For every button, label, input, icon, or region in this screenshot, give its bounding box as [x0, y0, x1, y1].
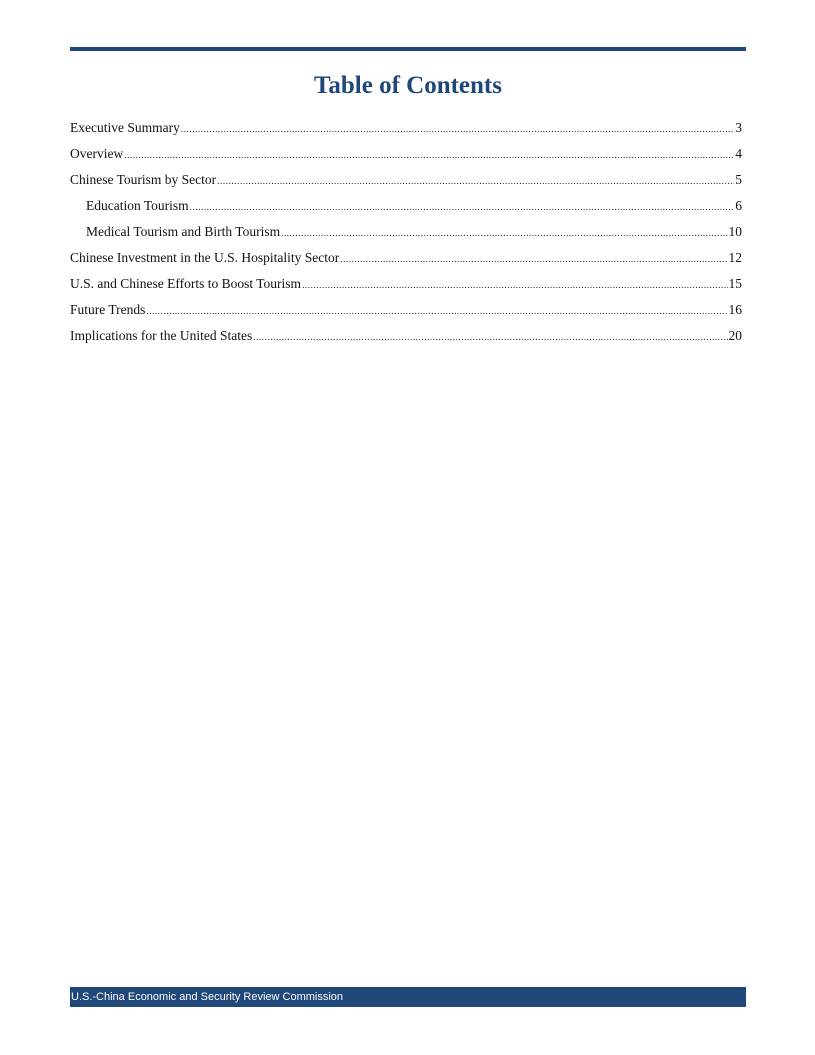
toc-list — [70, 118, 742, 352]
toc-entry-page: 4 — [735, 146, 742, 161]
toc-entry-page: 10 — [728, 224, 742, 239]
toc-entry-future-trends[interactable] — [70, 300, 742, 326]
toc-entry-label: Chinese Tourism by Sector — [70, 172, 217, 187]
toc-entry-implications[interactable] — [70, 326, 742, 352]
toc-dot-leader — [340, 249, 727, 269]
toc-entry-label: Implications for the United States — [70, 328, 253, 343]
toc-dot-leader — [146, 301, 727, 321]
toc-dot-leader — [281, 223, 727, 243]
toc-entry-label: Future Trends — [70, 302, 146, 317]
toc-entry-label: Medical Tourism and Birth Tourism — [86, 224, 281, 239]
toc-entry-page: 3 — [735, 120, 742, 135]
toc-entry-page: 15 — [728, 276, 742, 291]
toc-entry-education-tourism[interactable] — [70, 196, 742, 222]
toc-dot-leader — [190, 197, 735, 217]
toc-entry-label: Education Tourism — [86, 198, 189, 213]
toc-entry-chinese-tourism-by-sector[interactable] — [70, 170, 742, 196]
toc-entry-efforts-to-boost-tourism[interactable] — [70, 274, 742, 300]
header-rule — [70, 47, 746, 51]
toc-entry-overview[interactable] — [70, 144, 742, 170]
toc-entry-page: 6 — [735, 198, 742, 213]
toc-entry-label: Chinese Investment in the U.S. Hospitality Sector — [70, 250, 340, 265]
toc-entry-executive-summary[interactable] — [70, 118, 742, 144]
page-title: Table of Contents — [314, 72, 502, 99]
toc-entry-label: Executive Summary — [70, 120, 180, 135]
toc-entry-page: 16 — [728, 302, 742, 317]
toc-entry-label: U.S. and Chinese Efforts to Boost Tourism — [70, 276, 302, 291]
toc-entry-medical-and-birth-tourism[interactable] — [70, 222, 742, 248]
footer-text: U.S.-China Economic and Security Review Commission — [71, 991, 344, 1003]
toc-entry-page: 5 — [735, 172, 742, 187]
footer-bar — [70, 987, 746, 1007]
toc-dot-leader — [124, 145, 734, 165]
toc-dot-leader — [181, 119, 734, 139]
toc-dot-leader — [217, 171, 734, 191]
toc-entry-page: 20 — [728, 328, 742, 343]
toc-entry-chinese-investment-hospitality[interactable] — [70, 248, 742, 274]
toc-dot-leader — [253, 327, 727, 347]
toc-entry-label: Overview — [70, 146, 124, 161]
toc-dot-leader — [302, 275, 727, 295]
toc-entry-page: 12 — [728, 250, 742, 265]
